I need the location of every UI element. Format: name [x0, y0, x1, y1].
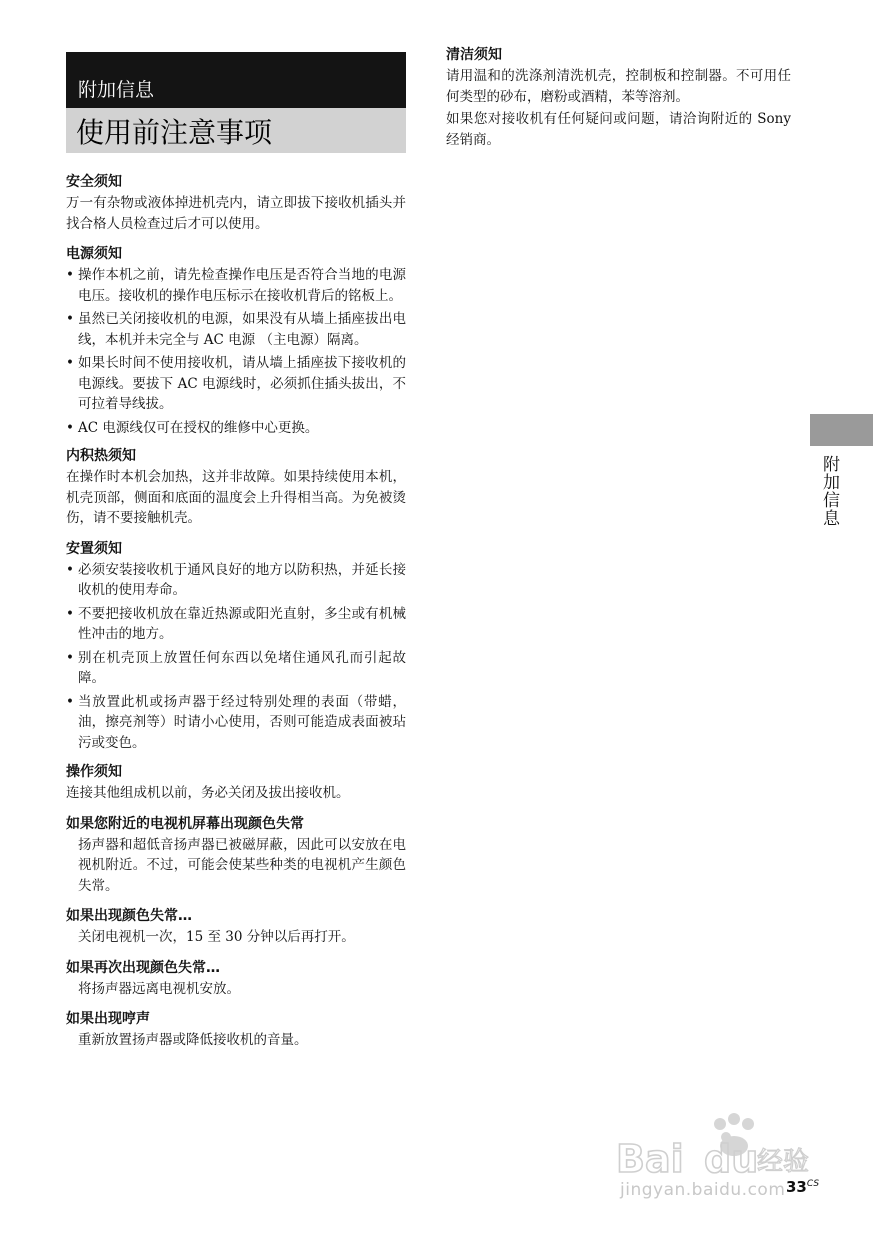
- section-category: 附加信息: [78, 79, 155, 101]
- bullet-list: [66, 560, 406, 754]
- section-category-banner: [66, 52, 406, 108]
- watermark-url: jingyan.baidu.com: [620, 1180, 786, 1200]
- page-number-value: 33: [786, 1178, 807, 1196]
- section-text: 如果您对接收机有任何疑问或问题，请洽询附近的 Sony 经销商。: [446, 111, 791, 148]
- section-text: 将扬声器远离电视机安放。: [78, 980, 240, 997]
- list-item: • 操作本机之前，请先检查操作电压是否符合当地的电源电压。接收机的操作电压标示在接收机背后的铭板上。: [66, 265, 406, 306]
- section-title: 如果再次出现颜色失常…: [66, 959, 220, 976]
- section-title: 如果出现哼声: [66, 1011, 150, 1027]
- section-title: 安全须知: [66, 174, 122, 190]
- section-title: 内积热须知: [66, 448, 136, 464]
- section-title: 如果您附近的电视机屏幕出现颜色失常: [66, 815, 304, 832]
- list-item: • 别在机壳顶上放置任何东西以免堵住通风孔而引起故障。: [66, 648, 406, 689]
- section-text: 连接其他组成机以前，务必关闭及拔出接收机。: [66, 785, 350, 801]
- list-item: • 虽然已关闭接收机的电源，如果没有从墙上插座拔出电线，本机并未完全与 AC 电源 （主电源）隔离。: [66, 309, 406, 350]
- section-text: 在操作时本机会加热，这并非故障。如果持续使用本机，机壳顶部，侧面和底面的温度会上升得相当高。为免被烫伤，请不要接触机壳。: [66, 469, 406, 526]
- list-item: • 如果长时间不使用接收机，请从墙上插座拔下接收机的电源线。要拔下 AC 电源线时，必须抓住插头拔出，不可拉着导线拔。: [66, 353, 406, 415]
- section-heat: [66, 446, 406, 529]
- section-hum: [66, 1009, 406, 1051]
- section-power: [66, 244, 406, 438]
- section-operation: [66, 762, 406, 804]
- section-text: 万一有杂物或液体掉进机壳内，请立即拔下接收机插头并找合格人员检查过后才可以使用。: [66, 195, 406, 232]
- page-number-suffix: CS: [806, 1179, 820, 1189]
- section-title: 电源须知: [66, 246, 122, 262]
- section-title: 安置须知: [66, 540, 122, 557]
- section-color-issue: [66, 906, 406, 948]
- svg-text:经验: 经验: [757, 1147, 810, 1177]
- right-column: [446, 45, 791, 150]
- side-tab-label: 附加信息: [819, 455, 839, 527]
- page-title: 使用前注意事项: [76, 115, 273, 149]
- section-text: 重新放置扬声器或降低接收机的音量。: [78, 1032, 308, 1048]
- bullet-list: [66, 265, 406, 438]
- list-item: • 不要把接收机放在靠近热源或阳光直射，多尘或有机械性冲击的地方。: [66, 604, 406, 645]
- section-title: 操作须知: [66, 764, 122, 780]
- section-text: 扬声器和超低音扬声器已被磁屏蔽，因此可以安放在电视机附近。不过，可能会使某些种类的电视机产生颜色失常。: [78, 836, 406, 894]
- svg-text:Bai: Bai: [616, 1137, 684, 1181]
- list-item: • AC 电源线仅可在授权的维修中心更换。: [66, 418, 406, 439]
- svg-text:du: du: [704, 1137, 759, 1181]
- left-column: [66, 52, 406, 1051]
- section-tv-color: [66, 814, 406, 897]
- list-item: • 必须安装接收机于通风良好的地方以防积热，并延长接收机的使用寿命。: [66, 560, 406, 601]
- list-item: • 当放置此机或扬声器于经过特别处理的表面（带蜡，油，擦亮剂等）时请小心使用，否则可能造成表面被玷污或变色。: [66, 692, 406, 754]
- section-title: 如果出现颜色失常…: [66, 908, 192, 924]
- section-safety: [66, 172, 406, 234]
- section-title: 清洁须知: [446, 47, 502, 63]
- section-text: 关闭电视机一次，15 至 30 分钟以后再打开。: [78, 929, 355, 945]
- section-text: 请用温和的洗涤剂清洗机壳，控制板和控制器。不可用任何类型的砂布，磨粉或酒精，苯等溶剂。: [446, 68, 791, 105]
- page-number: [786, 1178, 819, 1196]
- section-placement: [66, 539, 406, 754]
- side-tab-marker: [810, 414, 873, 446]
- page-title-banner: [66, 108, 406, 153]
- section-color-issue-again: [66, 958, 406, 1000]
